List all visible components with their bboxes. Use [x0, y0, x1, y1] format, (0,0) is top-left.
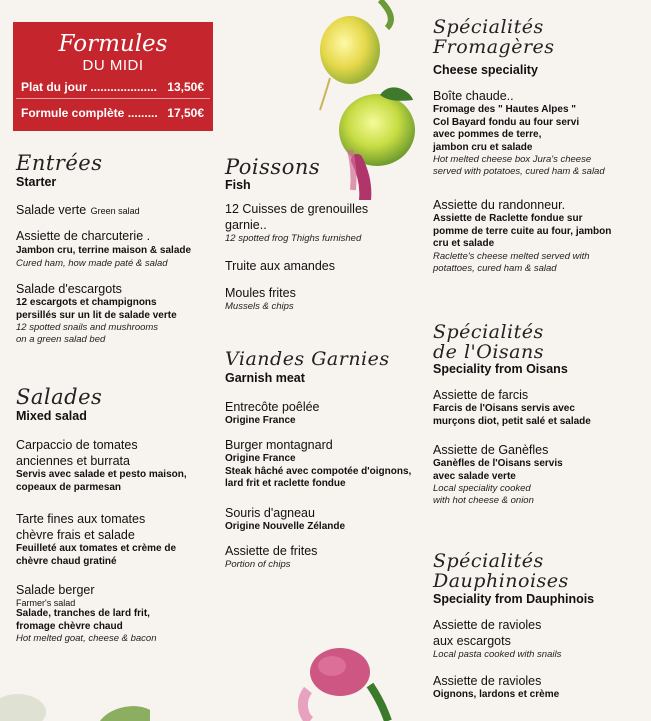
formules-title: Formules — [58, 31, 168, 57]
dish-desc: Oignons, lardons et crème — [433, 689, 560, 700]
dish-desc: Servis avec salade et pesto maison, — [16, 469, 187, 480]
dish-name: Moules frites — [225, 286, 296, 300]
menu-item-burger — [225, 437, 425, 491]
menu-item-boite-chaude — [433, 88, 645, 178]
dish-name: Truite aux amandes — [225, 259, 336, 273]
dish-name: Assiette de farcis — [433, 388, 529, 402]
dish-english: Local speciality cooked — [433, 483, 531, 494]
section-subtitle-entrees: Starter — [16, 175, 57, 189]
dish-desc: copeaux de parmesan — [16, 481, 122, 493]
menu-item-ganefles — [433, 442, 645, 507]
dish-name: Tarte fines aux tomates — [16, 512, 146, 526]
formules-divider — [16, 98, 210, 99]
menu-item-salade-escargots — [16, 281, 226, 346]
menu-item-ravioles-escargots — [433, 617, 645, 661]
dish-desc: murçons diot, petit salé et salade — [433, 415, 591, 427]
dish-english: Mussels & chips — [225, 301, 294, 312]
menu-item-frites — [225, 543, 425, 571]
dish-desc: persillés sur un lit de salade verte — [16, 309, 177, 321]
formule-row-plat — [21, 80, 204, 94]
formule-label: Plat du jour .................... — [21, 80, 158, 94]
formules-subtitle: DU MIDI — [82, 57, 144, 74]
menu-item-randonneur — [433, 197, 645, 275]
section-title-oisans-1: Spécialités — [433, 321, 544, 343]
section-title-fromageres-1: Spécialités — [433, 16, 544, 38]
dish-desc: avec salade verte — [433, 470, 516, 482]
dish-desc: Col Bayard fondu au four servi — [433, 116, 580, 128]
dish-english: served with potatoes, cured ham & salad — [433, 166, 605, 177]
section-title-viandes: Viandes Garnies — [225, 348, 390, 370]
menu-item-souris-agneau — [225, 505, 425, 534]
dish-english: Raclette's cheese melted served with — [433, 250, 590, 262]
dish-desc: lard frit et raclette fondue — [225, 478, 346, 489]
menu-item-ravioles — [433, 673, 645, 702]
dish-desc: Origine France — [225, 453, 296, 464]
dish-desc: avec pommes de terre, — [433, 129, 542, 140]
menu-item-salade-berger — [16, 582, 226, 645]
dish-name: Entrecôte poêlée — [225, 400, 320, 414]
formule-price: 17,50€ — [167, 106, 204, 120]
section-title-entrees: Entrées — [16, 151, 103, 175]
section-title-dauphinoises-1: Spécialités — [433, 550, 544, 572]
dish-desc: fromage chèvre chaud — [16, 620, 123, 632]
dish-desc: jambon cru et salade — [433, 141, 533, 153]
dish-english: Hot melted cheese box Jura's cheese — [433, 154, 592, 165]
dish-name: Assiette de charcuterie . — [16, 229, 151, 243]
dish-name: Assiette du randonneur. — [433, 198, 566, 212]
menu-item-grenouilles — [225, 201, 415, 245]
dish-name: Assiette de frites — [225, 544, 318, 558]
section-subtitle-poissons: Fish — [225, 178, 251, 192]
dish-desc: Fromage des " Hautes Alpes " — [433, 104, 577, 115]
section-subtitle-dauphinoises: Speciality from Dauphinois — [433, 592, 595, 606]
section-subtitle-viandes: Garnish meat — [225, 371, 305, 385]
dish-name: Assiette de ravioles — [433, 618, 542, 632]
dish-desc: Origine France — [225, 415, 296, 426]
leaf-illustration — [0, 682, 160, 721]
menu-item-farcis — [433, 387, 645, 428]
menu-item-tarte-fines — [16, 511, 226, 568]
radish-illustration — [280, 640, 400, 721]
dish-desc: 12 escargots et champignons — [16, 297, 157, 308]
dish-desc: Jambon cru, terrine maison & salade — [16, 245, 192, 256]
section-title-dauphinoises-2: Dauphinoises — [433, 570, 569, 592]
dish-name: Souris d'agneau — [225, 506, 315, 520]
section-subtitle-salades: Mixed salad — [16, 409, 87, 423]
section-title-fromageres-2: Fromagères — [433, 36, 555, 58]
dish-desc: Salade, tranches de lard frit, — [16, 608, 150, 619]
section-title-poissons: Poissons — [225, 155, 321, 179]
dish-desc: Farcis de l'Oisans servis avec — [433, 403, 575, 414]
dish-name: Carpaccio de tomates — [16, 438, 138, 452]
formule-label: Formule complète ......... — [21, 106, 158, 120]
section-title-salades: Salades — [16, 385, 103, 409]
dish-english: with hot cheese & onion — [433, 495, 534, 506]
dish-name: Boîte chaude.. — [433, 89, 514, 103]
dish-desc: pomme de terre cuite au four, jambon — [433, 225, 612, 237]
dish-english: Local pasta cooked with snails — [433, 649, 562, 660]
menu-item-moules — [225, 285, 296, 313]
dish-gloss: Farmer's salad — [16, 598, 76, 608]
dish-name: chèvre frais et salade — [16, 528, 135, 542]
formule-row-complete — [21, 106, 204, 120]
dish-desc: Origine Nouvelle Zélande — [225, 521, 346, 532]
formules-box — [13, 22, 213, 131]
dish-gloss: Green salad — [90, 206, 140, 216]
dish-name: garnie.. — [225, 218, 267, 232]
dish-name: 12 Cuisses de grenouilles — [225, 202, 369, 216]
dish-name: Assiette de ravioles — [433, 674, 542, 688]
section-title-oisans-2: de l'Oisans — [433, 341, 544, 363]
dish-english: Portion of chips — [225, 559, 291, 570]
dish-english: potattoes, cured ham & salad — [433, 262, 557, 274]
dish-desc: Feuilleté aux tomates et crème de — [16, 543, 177, 554]
dish-english: Cured ham, how made paté & salad — [16, 257, 168, 269]
dish-english: Hot melted goat, cheese & bacon — [16, 633, 157, 644]
dish-name: Salade berger — [16, 583, 95, 597]
dish-desc: chèvre chaud gratiné — [16, 555, 117, 567]
section-subtitle-fromageres: Cheese speciality — [433, 63, 538, 77]
section-subtitle-oisans: Speciality from Oisans — [433, 362, 568, 376]
dish-desc: cru et salade — [433, 238, 495, 249]
dish-name: anciennes et burrata — [16, 454, 130, 468]
dish-english: 12 spotted frog Thighs furnished — [225, 233, 362, 244]
dish-name: aux escargots — [433, 634, 511, 648]
formule-price: 13,50€ — [167, 80, 204, 94]
dish-desc: Ganèfles de l'Oisans servis — [433, 458, 563, 469]
dish-name: Salade verte — [16, 203, 87, 217]
dish-english: 12 spotted snails and mushrooms — [16, 322, 159, 333]
dish-english: on a green salad bed — [16, 334, 106, 345]
dish-name: Salade d'escargots — [16, 282, 122, 296]
dish-name: Assiette de Ganèfles — [433, 443, 549, 457]
dish-desc: Assiette de Raclette fondue sur — [433, 213, 583, 224]
menu-item-truite — [225, 258, 335, 274]
menu-item-entrecote — [225, 399, 425, 428]
menu-item-charcuterie — [16, 228, 226, 270]
menu-item-carpaccio — [16, 437, 226, 494]
menu-item-salade-verte — [16, 201, 140, 219]
dish-desc: Steak hâché avec compotée d'oignons, — [225, 465, 412, 477]
dish-name: Burger montagnard — [225, 438, 333, 452]
